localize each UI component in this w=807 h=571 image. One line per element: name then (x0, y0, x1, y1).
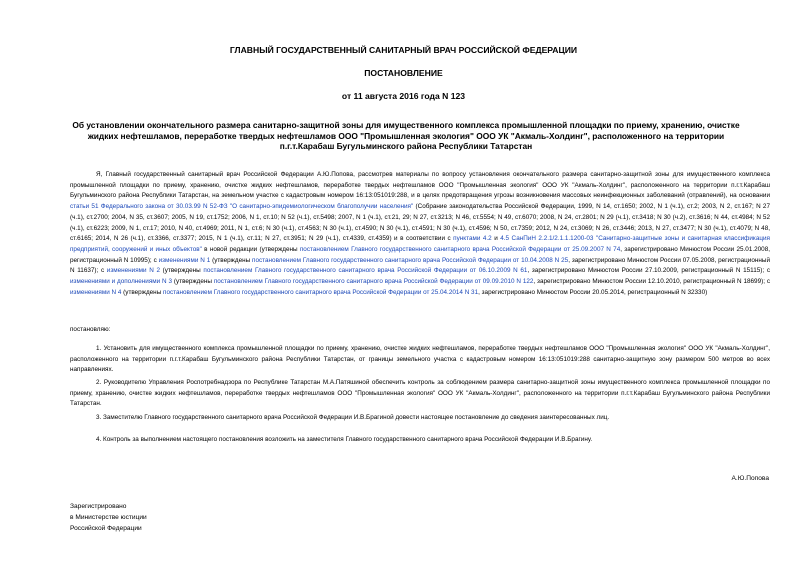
amendments-3-link[interactable]: изменениями и дополнениями N 3 (70, 278, 173, 286)
resolution-item-1: 1. Установить для имущественного комплекса промышленной площадки по приему, хранению, очистке жидких нефтешламов, переработке твердых нефтешламов ООО "Промышленная экология" ООО УК "Акмаль-Холдинг", расположенного на территории п.г.т.Карабаш Бугульминского района Республики Татарстан, от границы земельного участка с кадастровым номером 16:13:051019:288 санитарно-защитную зону размером 500 метров во всех направлениях. (70, 345, 770, 374)
preamble-paragraph (70, 170, 770, 298)
registration-line: Зарегистрировано (70, 503, 127, 510)
resolution-31-link[interactable]: постановлением Главного государственного санитарного врача Российской Федерации от 25.04.2014 N 31 (163, 288, 479, 296)
preamble-text: (Собрание законодательства Российской Федерации, 1999, N 14, ст.1650; 2002, N 1 (ч.1), ст.2; 2003, N 2, ст.167; N 27 (ч.1), ст.2700; 2004, N 35, ст.3607; 2005, N 19, ст.1752; 2006, N 1, ст.10; N 52 (ч.1), ст.5498; 2007, N 1 (ч.1), ст.21, 29; N 27, ст.3213; N 46, ст.5554; N 49, ст.6070; 2008, N 24, ст.2801; N 29 (ч.1), ст.3418; N 30 (ч.2), ст.3616; N 44, ст.4984; N 52 (ч.1), ст.6223; 2009, N 1, ст.17; 2010, N 40, ст.4969; 2011, N 1, ст.6; N 30 (ч.1), ст.4563; N 30 (ч.1), ст.4590; N 30 (ч.1), ст.4591; N 30 (ч.1), ст.4596; N 50, ст.7359; 2012, N 24, ст.3069; N 26, ст.3446; 2013, N 27, ст.3477; N 30 (ч.1), ст.4079; N 48, ст.6165; 2014, N 26 (ч.1), ст.3366, ст.3377; 2015, N 1 (ч.1), ст.11; N 27, ст.3951; N 29 (ч.1), ст.4339, ст.4359) и в соответствии с (70, 203, 770, 243)
resolution-122-link[interactable]: постановлением Главного государственного санитарного врача Российской Федерации от 09.09.2010 N 122 (213, 278, 534, 286)
sanpin-item-4-2-link[interactable]: пунктами 4.2 (453, 235, 492, 243)
issuing-authority: ГЛАВНЫЙ ГОСУДАРСТВЕННЫЙ САНИТАРНЫЙ ВРАЧ РОССИЙСКОЙ ФЕДЕРАЦИИ (229, 45, 578, 55)
resolution-25-link[interactable]: постановлением Главного государственного санитарного врача Российской Федерации от 10.04.2008 N 25 (252, 256, 569, 264)
law-52fz-link[interactable]: статьи 51 Федерального закона от 30.03.99 N 52-ФЗ "О санитарно-эпидемиологическом благополучии населения" (70, 203, 414, 211)
preamble-text: , зарегистрировано Минюстом России 27.10.2009, регистрационный N 15115); с (527, 267, 770, 275)
preamble-text: (утверждены (159, 267, 204, 275)
amendments-1-link[interactable]: изменениями N 1 (158, 256, 211, 264)
resolution-item-3: 3. Заместителю Главного государственного санитарного врача Российской Федерации И.В.Брагиной довести настоящее постановление до сведения заинтересованных лиц. (96, 414, 610, 421)
amendments-2-link[interactable]: изменениями N 2 (106, 267, 160, 275)
resolves-label: постановляю: (70, 326, 111, 333)
preamble-text: , зарегистрировано Минюстом России 12.10.2010, регистрационный N 18699); с (533, 278, 771, 286)
registration-block (70, 501, 147, 534)
preamble-text: , зарегистрировано Минюстом России 25.01.2008, регистрационный N 10995); с (70, 245, 771, 264)
preamble-text: Я, Главный государственный санитарный врач Российской Федерации А.Ю.Попова, рассмотрев материалы по вопросу установления окончательного размера санитарно-защитной зоны для имущественного комплекса промышленной площадки по приему, хранению, очистке жидких нефтешламов, переработке твердых нефтешламов ООО "Промышленная экология" ООО УК "Акмаль-Холдинг", расположенного на территории п.г.т.Карабаш Бугульминского района Республики Татарстан, на земельном участке с кадастровым номером 16:13:051019:288, и в целях предотвращения угрозы возникновения массовых неинфекционных заболеваний (отравлений), на основании (70, 171, 770, 200)
resolution-74-link[interactable]: постановлением Главного государственного санитарного врача Российской Федерации от 25.09.2007 N 74 (299, 245, 621, 253)
document-title: Об установлении окончательного размера санитарно-защитной зоны для имущественного комплекса промышленной площадки по приему, хранению, очистке жидких нефтешламов, переработке твердых нефтешламов ООО "Промышленная экология" ООО УК "Акмаль-Холдинг", расположенного на территории п.г.т.Карабаш Бугульминского района Республики Татарстан (72, 120, 740, 152)
preamble-text: (утверждены (210, 256, 253, 264)
amendments-4-link[interactable]: изменениями N 4 (70, 288, 122, 296)
preamble-text: (утверждены (172, 278, 214, 286)
registration-line: в Министерстве юстиции (70, 514, 147, 521)
preamble-text: в новой редакции (утверждены (201, 245, 300, 253)
resolution-item-4: 4. Контроль за выполнением настоящего постановления возложить на заместителя Главного государственного санитарного врача Российской Федерации И.В.Брагину. (96, 436, 593, 443)
resolution-item-2: 2. Руководителю Управления Роспотребнадзора по Республике Татарстан М.А.Патяшиной обеспечить контроль за соблюдением размера санитарно-защитной зоны имущественного комплекса промышленной площадки по приему, хранению, очистке жидких нефтешламов, переработке твердых нефтешламов ООО "Промышленная экология" ООО УК "Акмаль-Холдинг", расположенного на территории п.г.т.Карабаш Бугульминского района Республики Татарстан. (70, 379, 770, 408)
preamble-text: и (491, 235, 501, 243)
preamble-text: , зарегистрировано Минюстом России 20.05.2014, регистрационный N 32330) (478, 288, 708, 296)
document-date-number: от 11 августа 2016 года N 123 (341, 91, 466, 101)
registration-line: Российской Федерации (70, 525, 142, 532)
resolution-61-link[interactable]: постановлением Главного государственного санитарного врача Российской Федерации от 06.10.2009 N 61 (203, 267, 528, 275)
sanpin-link[interactable]: 4.5 СанПиН 2.2.1/2.1.1.1200-03 "Санитарно-защитные зоны и санитарная классификация предприятий, сооружений и иных объектов" (70, 235, 770, 253)
signature: А.Ю.Попова (731, 475, 769, 482)
document-type: ПОСТАНОВЛЕНИЕ (364, 68, 443, 78)
preamble-text: (утверждены (121, 288, 164, 296)
preamble-text: , зарегистрировано Минюстом России 07.05.2008, регистрационный N 11637); с (70, 256, 770, 275)
